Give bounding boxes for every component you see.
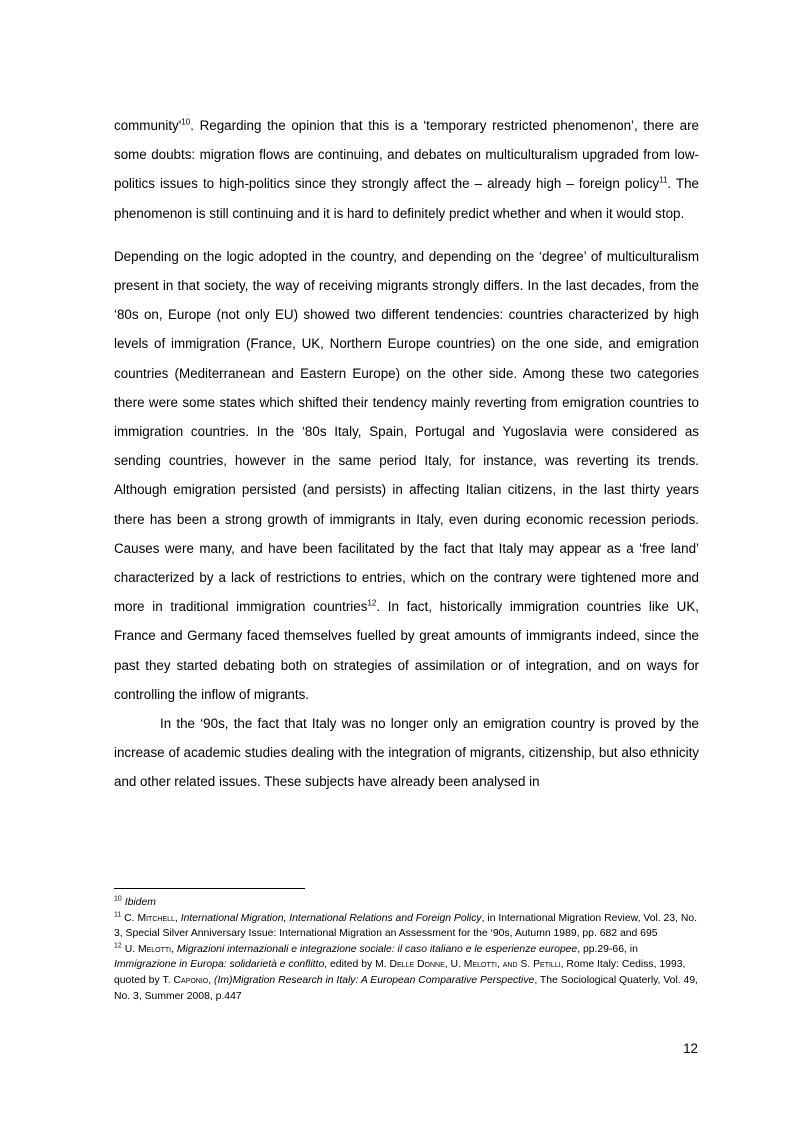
footnote-author: T. Caponio (162, 974, 209, 986)
text-run: Depending on the logic adopted in the country, and depending on the ‘degree’ of multiculturalism present in that society, the way of receiving migrants strongly differs. In the last decades, from the ‘80s on, Europe (not only EU) showed two different tendencies: countries characterized by high levels of immigration (France, UK, Northern Europe countries) on the one side, and emigration countries (Mediterranean and Eastern Europe) on the other side. Among these two categories there were some states which shifted their tendency mainly reverting from emigration countries to immigration countries. In the ‘80s Italy, Spain, Portugal and Yugoslavia were considered as sending countries, however in the same period Italy, for instance, was reverting its trends. Although emigration persisted (and persists) in affecting Italian citizens, in the last thirty years there has been a strong growth of immigrants in Italy, even during economic recession periods. Causes were many, and have been facilitated by the fact that Italy may appear as a ‘free land’ characterized by a lack of restrictions to entries, which on the contrary were tightened more and more in traditional immigration countries (114, 248, 699, 615)
footnote-text: , edited by (324, 959, 376, 971)
text-run: . In fact, historically immigration countries like UK, France and Germany faced themselves fuelled by great amounts of immigrants indeed, since the past they started debating both on strategies of assimilation or of integration, and on ways for controlling the inflow of migrants. (114, 599, 699, 702)
footnote-number: 12 (114, 942, 122, 950)
footnote-number: 10 (114, 895, 122, 903)
page-number: 12 (683, 1041, 698, 1056)
footnote-author: U. Melotti (124, 943, 172, 955)
text-run: community' (114, 118, 182, 133)
footnote-11: $^{11}$ C. Mitchell, International Migration, International Relations and Foreign Policy, in International Migration Review, Vol. 23, No. 3, Special Silver Anniversary Issue: International Migration an Assessment for the ‘90s, Autumn 1989, pp. 682 and 695 (114, 911, 698, 940)
footnote-title: (Im)Migration Research in Italy: A European Comparative Perspective (214, 974, 535, 986)
footnotes (114, 895, 699, 1004)
footnote-title: International Migration, International Relations and Foreign Policy (180, 912, 482, 924)
footnote-text: , pp.29-66, in (577, 943, 638, 955)
footnote-book-title: Immigrazione in Europa: solidarietà e conflitto (114, 959, 325, 971)
footnote-ref-12: 12 (367, 598, 377, 608)
paragraph-2 (114, 242, 699, 709)
footnote-title: Migrazioni internazionali e integrazione sociale: il caso italiano e le esperienze europee (176, 943, 578, 955)
paragraph-3: In the ‘90s, the fact that Italy was no longer only an emigration country is proved by the increase of academic studies dealing with the integration of migrants, citizenship, but also ethnicity and other related issues. These subjects have already been analysed in (114, 716, 699, 790)
footnote-text: , in International Migration Review, Vol. 23, No. 3, Special Silver Anniversary Issue: International Migration an Assessment for the ‘90s, Autumn 1989, pp. 682 and 695 (114, 912, 698, 940)
footnote-text: , Rome Italy: Cediss, 1993, quoted by (114, 959, 686, 986)
footnote-ref-10: 10 (181, 117, 191, 127)
main-text (114, 111, 699, 797)
footnote-author: C. Mitchell (124, 912, 175, 924)
footnote-number: 11 (114, 911, 122, 919)
footnote-title: Ibidem (124, 897, 156, 908)
footnote-separator (114, 888, 305, 889)
text-run: . Regarding the opinion that this is a ‘temporary restricted phenomenon’, there are some doubts: migration flows are continuing, and debates on multiculturalism upgraded from low-politics issues to high-politics since they strongly affect the – already high – foreign policy (114, 118, 699, 192)
footnote-text: , The Sociological Quaterly, Vol. 49, No. 3, Summer 2008, p.447 (114, 974, 698, 1002)
footnote-editors: M. Delle Donne, U. Melotti, and S. Petilli (375, 959, 561, 971)
footnote-10 (114, 895, 699, 911)
footnote-12: $^{12}$ U. Melotti, Migrazioni internazionali e integrazione sociale: il caso italiano e le esperienze europee, pp.29-66, in Immigrazione in Europa: solidarietà e conflitto, edited by M. Delle Donne, U. Melotti, and S. Petilli, Rome Italy: Cediss, 1993, quoted by T. Caponio, (Im)Migration Research in Italy: A European Comparative Perspective, The Sociological Quaterly, Vol. 49, No. 3, Summer 2008, p.447 (114, 942, 698, 1002)
text-run: . The phenomenon is still continuing and it is hard to definitely predict whether and when it would stop. (114, 176, 699, 221)
footnote-ref-11: 11 (659, 175, 668, 185)
paragraph-1 (114, 111, 699, 228)
